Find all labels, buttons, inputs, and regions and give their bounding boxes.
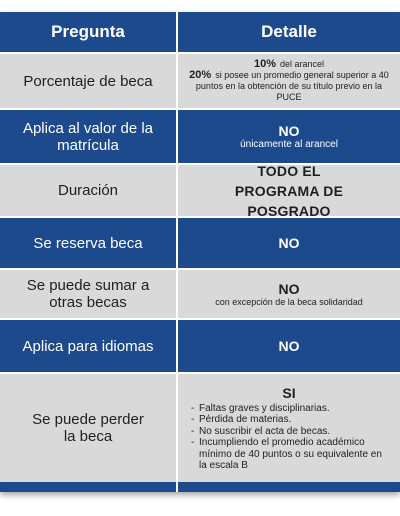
question-text: Se puede sumar a otras becas <box>26 277 150 311</box>
question-cell <box>0 374 178 482</box>
question-cell <box>0 270 178 318</box>
answer-note: únicamente al arancel <box>240 139 338 150</box>
answer-text: NO <box>278 338 300 354</box>
table-header <box>0 12 400 54</box>
table-row-sumar <box>0 270 400 320</box>
detail-cell <box>178 270 400 318</box>
question-cell <box>0 165 178 216</box>
answer-text: NO <box>278 235 300 251</box>
list-item: - Faltas graves y disciplinarias. <box>191 403 387 415</box>
table-row-reserva <box>0 218 400 270</box>
question-cell <box>0 320 178 372</box>
answer-text: NO <box>278 280 300 297</box>
answer-text: TODO EL PROGRAMA DE POSGRADO <box>234 162 344 219</box>
detail-cell <box>178 110 400 163</box>
table-row-duracion <box>0 162 400 219</box>
percent-value: 20% <box>189 69 212 81</box>
list-item: - No suscribir el acta de becas. <box>191 426 387 438</box>
detail-cell <box>178 54 400 108</box>
question-text: Aplica para idiomas <box>22 337 154 355</box>
question-cell <box>0 218 178 268</box>
table-row-matricula <box>0 110 400 165</box>
percent-text: del arancel <box>280 59 325 69</box>
question-text: Se reserva beca <box>33 234 143 252</box>
answer-note: con excepción de la beca solidaridad <box>215 296 363 307</box>
question-cell <box>0 110 178 163</box>
percent-text: si posee un promedio general superior a 40 puntos en la obtención de su título previo en la PUCE <box>195 70 389 102</box>
percent-value: 10% <box>253 58 276 70</box>
footer-band-left <box>0 482 178 492</box>
detail-cell <box>178 374 400 482</box>
scholarship-table <box>0 12 400 492</box>
list-item: - Incumpliendo el promedio académico mínimo de 40 puntos o su equivalente en la escala B <box>191 437 387 472</box>
table-row-idiomas <box>0 320 400 374</box>
question-text: Se puede perder la beca <box>32 411 144 445</box>
detail-line-2 <box>186 70 392 103</box>
question-text: Duración <box>57 182 119 199</box>
detail-cell <box>178 320 400 372</box>
detail-line-1 <box>254 59 324 70</box>
footer-band-right <box>178 482 400 492</box>
header-pregunta: Pregunta <box>0 12 178 52</box>
question-cell <box>0 54 178 108</box>
question-text: Porcentaje de beca <box>23 72 153 90</box>
detail-cell <box>178 162 400 219</box>
answer-text: SI <box>282 384 296 401</box>
table-row-porcentaje <box>0 54 400 110</box>
question-text: Aplica al valor de la matrícula <box>22 119 154 154</box>
table-row-perder <box>0 374 400 482</box>
answer-text: NO <box>278 123 300 139</box>
list-item: - Pérdida de materias. <box>191 414 387 426</box>
detail-cell <box>178 218 400 268</box>
loss-reasons-list <box>191 403 387 472</box>
header-detalle: Detalle <box>178 12 400 52</box>
table-footer-band <box>0 482 400 492</box>
